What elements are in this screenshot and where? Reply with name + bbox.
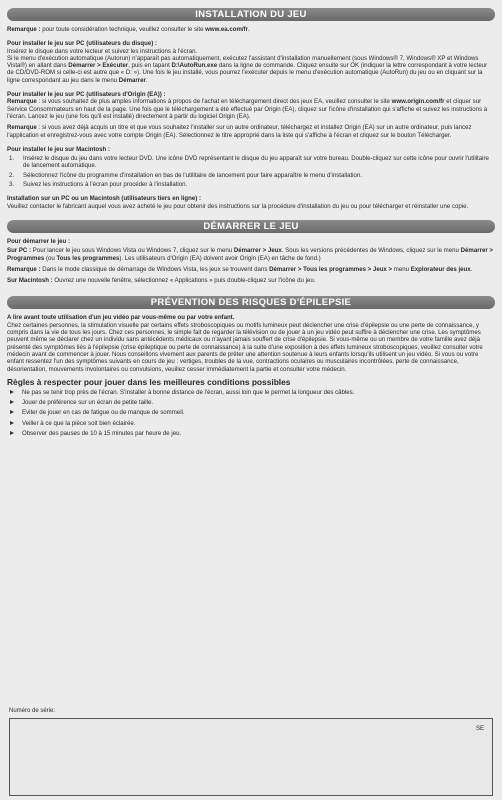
list-item: Ne pas se tenir trop près de l'écran. S'installer à bonne distance de l'écran, aussi loin que le permet la longueur des câbles. bbox=[7, 389, 495, 396]
origin-install-title: Pour installer le jeu sur PC (utilisateurs d'Origin (EA)) : bbox=[7, 91, 166, 99]
list-item: 3. Suivez les instructions à l'écran pour procéder à l'installation. bbox=[9, 181, 188, 189]
list-item: Observer des pauses de 10 à 15 minutes par heure de jeu. bbox=[7, 430, 495, 437]
manual-page bbox=[7, 6, 495, 440]
mac-install-title: Pour installer le jeu sur Macintosh : bbox=[7, 145, 110, 153]
rules-title: Règles à respecter pour jouer dans les meilleures conditions possibles bbox=[7, 376, 291, 387]
bullet-triangle-icon bbox=[10, 410, 14, 414]
epilepsy-banner: PRÉVENTION DES RISQUES D'ÉPILEPSIE bbox=[7, 296, 495, 309]
list-item: Jouer de préférence sur un écran de petite taille. bbox=[7, 399, 495, 406]
origin-site-link: www.origin.com/fr bbox=[391, 98, 445, 106]
store-install-text: Veuillez contacter le fabricant auquel vous avez acheté le jeu pour obtenir des instructions sur la procédure d'installation du jeu ou pour télécharger et réinstaller une copie. bbox=[7, 202, 469, 210]
start-title: Pour démarrer le jeu : bbox=[7, 237, 70, 245]
install-banner: INSTALLATION DU JEU bbox=[7, 8, 495, 21]
start-pc: Sur PC : Pour lancer le jeu sous Windows Vista ou Windows 7, cliquez sur le menu Démarrer > Jeux. Sous les versions précédentes de Windows, cliquez sur le menu Démarrer > Programmes (ou Tous les programmes). Les utilisateurs d'Origin (EA) doivent avoir Origin (EA) en tâche de fond.) bbox=[7, 247, 493, 262]
start-remark: Remarque : Dans le mode classique de démarrage de Windows Vista, les jeux se trouvent dans Démarrer > Tous les programmes > Jeux > menu Explorateur des jeux. bbox=[7, 265, 473, 273]
list-item: Veiller à ce que la pièce soit bien éclairée. bbox=[7, 420, 495, 427]
list-item: 1. Insérez le disque du jeu dans votre lecteur DVD. Une icône DVD représentant le disque du jeu apparaît sur votre bureau. Double-cliquez sur cette icône pour ouvrir l'utilitaire de lancement automatique. bbox=[9, 155, 489, 170]
rules-list bbox=[7, 389, 495, 437]
bullet-triangle-icon bbox=[10, 390, 14, 394]
disc-install-text-2: Si le menu d'exécution automatique (Autorun) n'apparaît pas automatiquement, exécutez l'assistant d'installation manuellement (sous Windows® 7, Windows® XP et Windows Vista®) en allant dans Démarrer > Exécuter, puis en tapant D:\AutoRun.exe dans la ligne de commande. Cliquez ensuite sur OK (indiquer la lettre correspondant à votre lecteur de CD/DVD-ROM si celle-ci est autre que « D: »). Une fois le jeu installé, vous pourrez l'exécuter depuis le menu d'exécution automatique (AutoRun) du jeu ou en cliquant sur la ligne correspondant au jeu dans le menu Démarrer. bbox=[7, 54, 488, 84]
disc-install-title: Pour installer le jeu sur PC (utilisateurs du disque) : bbox=[7, 40, 158, 48]
bullet-triangle-icon bbox=[10, 421, 14, 425]
serial-label: Numéro de série: bbox=[9, 708, 56, 714]
mac-install-steps bbox=[7, 155, 495, 188]
ea-site-link: www.ea.com/fr bbox=[205, 26, 248, 33]
serial-number-box bbox=[9, 718, 493, 796]
serial-code: SE bbox=[475, 726, 484, 732]
epilepsy-body: Chez certaines personnes, la stimulation visuelle par certains effets stroboscopiques ou motifs lumineux peut déclencher une crise d'épilepsie ou une perte de connaissance, y compris dans la vie de tous les jours. Chez ces personnes, le simple fait de regarder la télévision ou de jouer à un jeu vidéo peut suffire à déclencher une crise. Les symptômes peuvent même se déclarer chez un individu sans antécédents médicaux ou n'ayant jamais souffert de crise d'épilepsie. Si vous-même ou un membre de votre famille avez déjà présenté des symptômes liés à l'épilepsie (crise épileptique ou perte de connaissance) à la suite d'une exposition à des effets lumineux stroboscopiques, veuillez consulter votre médecin avant de commencer à jouer. Nous conseillons vivement aux parents de prêter une attention soutenue à leurs enfants lorsqu'ils utilisent un jeu vidéo. Si vous ou votre enfant ressentez l'un des symptômes suivants en cours de jeu : vertiges, troubles de la vue, contractions oculaires ou musculaires incontrôlées, perte de connaissance, désorientation, mouvements involontaires ou convulsions, veuillez cesser immédiatement la partie et consulter votre médecin. bbox=[7, 321, 483, 373]
start-mac: Sur Macintosh : Ouvrez une nouvelle fenêtre, sélectionnez « Applications » puis double-cliquez sur l'icône du jeu. bbox=[7, 277, 316, 285]
bullet-triangle-icon bbox=[10, 431, 14, 435]
origin-remark-1: Remarque : si vous souhaitez de plus amples informations à propos de l'achat en téléchargement direct des jeux EA, veuillez consulter le site www.origin.com/fr et cliquer sur Service Consommateurs en haut de la page. Une fois que le téléchargement a été effectué par Origin (EA), cliquez sur l'icône d'installation qui s'affiche et suivez les instructions à l'écran. Lancez le jeu (une fois qu'il est installé) directement à partir du logiciel Origin (EA). bbox=[7, 98, 488, 120]
bullet-triangle-icon bbox=[10, 400, 14, 404]
start-banner: DÉMARRER LE JEU bbox=[7, 220, 495, 233]
store-install-title: Installation sur un PC ou un Macintosh (utilisateurs tiers en ligne) : bbox=[7, 195, 202, 203]
epilepsy-lead: A lire avant toute utilisation d'un jeu vidéo par vous-même ou par votre enfant. bbox=[7, 314, 235, 322]
list-item: 2. Sélectionnez l'icône du programme d'installation en bas de l'utilitaire de lancement pour faire apparaître le menu d'installation. bbox=[9, 171, 362, 179]
install-remark: Remarque : pour toute considération technique, veuillez consulter le site www.ea.com/fr. bbox=[7, 26, 250, 33]
disc-install-text-1: Insérez le disque dans votre lecteur et suivez les instructions à l'écran. bbox=[7, 47, 198, 55]
list-item: Eviter de jouer en cas de fatigue ou de manque de sommeil. bbox=[7, 409, 495, 416]
origin-remark-2: Remarque : si vous avez déjà acquis un titre et que vous souhaitez l'installer sur un autre ordinateur, téléchargez et installez Origin (EA) sur un autre ordinateur, puis lancez l'application et enregistrez-vous avec votre compte Origin (EA). Sélectionnez le titre approprié dans la liste qui s'affiche à l'écran et cliquez sur le bouton Télécharger. bbox=[7, 124, 472, 139]
